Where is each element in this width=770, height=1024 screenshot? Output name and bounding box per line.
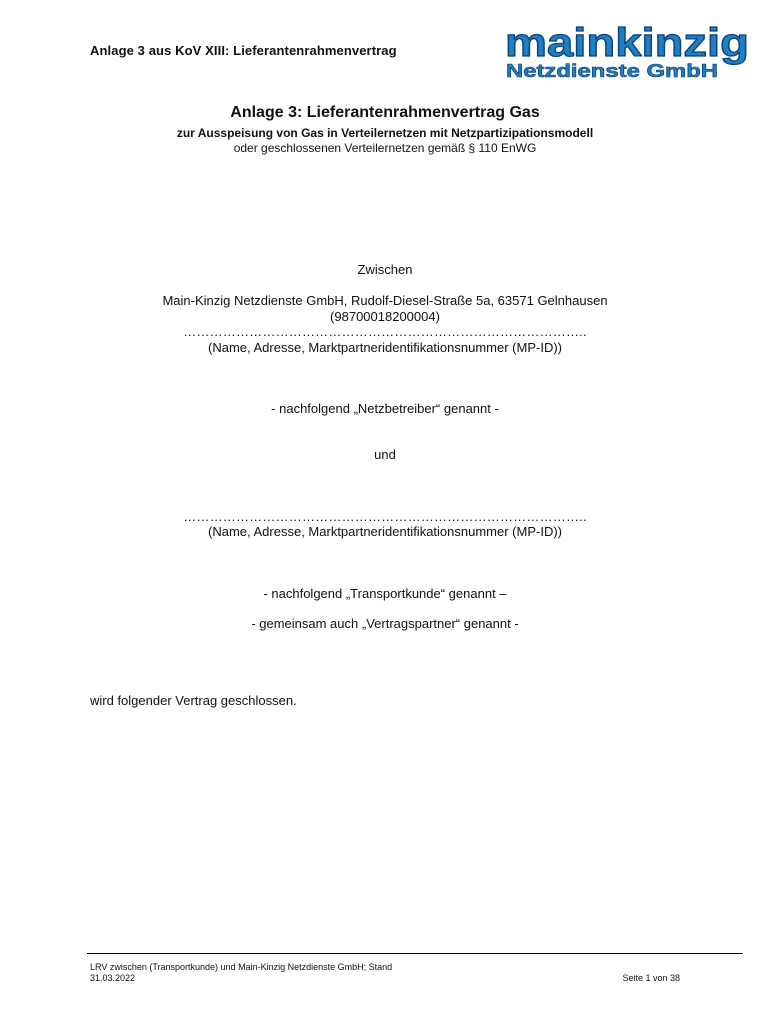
network-operator-address: Main-Kinzig Netzdienste GmbH, Rudolf-Diesel-Straße 5a, 63571 Gelnhausen [162, 293, 608, 308]
header-document-reference: Anlage 3 aus KoV XIII: Lieferantenrahmenvertrag [90, 43, 397, 58]
network-operator-role: - nachfolgend „Netzbetreiber“ genannt - [271, 401, 499, 416]
network-operator-id: (98700018200004) [330, 309, 440, 324]
fill-in-line: ……………………………………………………………………………….. [183, 509, 587, 524]
fill-in-line: ……………………………………………………………………………….. [183, 324, 587, 339]
fill-in-hint: (Name, Adresse, Marktpartneridentifikationsnummer (MP-ID)) [208, 340, 562, 355]
transport-customer-role: - nachfolgend „Transportkunde“ genannt – [263, 586, 507, 601]
mainkinzig-logo [502, 20, 752, 80]
footer-divider [87, 953, 743, 954]
logo-wordmark: mainkinzig [505, 21, 749, 65]
contract-parties-role: - gemeinsam auch „Vertragspartner“ genannt - [251, 616, 519, 631]
document-title: Anlage 3: Lieferantenrahmenvertrag Gas [230, 104, 540, 121]
logo-subtitle: Netzdienste GmbH [506, 61, 718, 80]
between-label: Zwischen [357, 262, 413, 277]
document-subtitle-2: oder geschlossenen Verteilernetzen gemäß § 110 EnWG [233, 141, 537, 155]
closing-statement: wird folgender Vertrag geschlossen. [90, 693, 297, 708]
footer-page-number: Seite 1 von 38 [622, 973, 680, 983]
and-label: und [374, 447, 396, 462]
fill-in-hint: (Name, Adresse, Marktpartneridentifikationsnummer (MP-ID)) [208, 524, 562, 539]
footer-contract-reference: LRV zwischen (Transportkunde) und Main-Kinzig Netzdienste GmbH; Stand 31.03.2022 [90, 962, 393, 983]
document-subtitle: zur Ausspeisung von Gas in Verteilernetzen mit Netzpartizipationsmodell [176, 126, 594, 140]
